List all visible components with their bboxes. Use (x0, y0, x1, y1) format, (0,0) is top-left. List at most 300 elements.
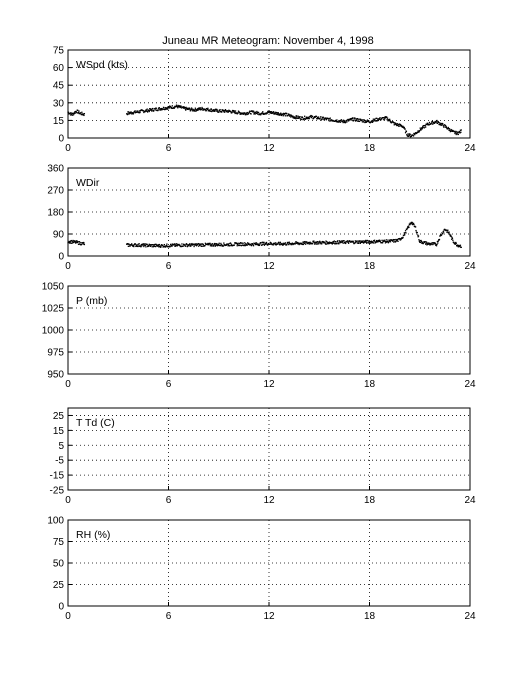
data-point (431, 122, 432, 123)
data-point (155, 246, 156, 247)
data-point (420, 127, 421, 128)
data-point (147, 244, 148, 245)
data-point (389, 120, 390, 121)
data-point (357, 118, 358, 119)
data-point (318, 116, 319, 117)
x-tick-label: 6 (165, 261, 172, 272)
data-point (273, 111, 274, 112)
data-point (167, 109, 168, 110)
data-point (418, 235, 419, 236)
data-point (280, 113, 281, 114)
data-point (185, 109, 186, 110)
x-tick-label: 24 (464, 611, 476, 622)
y-tick-label: 45 (52, 80, 64, 92)
data-point (76, 112, 77, 113)
data-point (242, 243, 243, 244)
data-point (179, 245, 180, 246)
data-point (337, 240, 338, 241)
data-point (221, 111, 222, 112)
data-point (129, 245, 130, 246)
data-point (219, 109, 220, 110)
data-point (448, 231, 449, 232)
x-tick-label: 12 (263, 495, 275, 506)
data-point (247, 244, 248, 245)
data-point (158, 245, 159, 246)
data-point (258, 112, 259, 113)
series-1 (67, 105, 462, 138)
data-point (362, 240, 363, 241)
data-point (152, 108, 153, 109)
data-point (455, 132, 456, 133)
data-point (405, 132, 406, 133)
y-tick-label: 270 (47, 185, 64, 197)
data-point (458, 134, 459, 135)
data-point (404, 128, 405, 129)
data-point (147, 108, 148, 109)
data-point (460, 245, 461, 246)
data-point (133, 113, 134, 114)
data-point (363, 121, 364, 122)
data-point (325, 242, 326, 243)
x-tick-label: 0 (65, 495, 71, 506)
data-point (334, 240, 335, 241)
x-tick-label: 24 (464, 143, 476, 154)
data-point (419, 130, 420, 131)
data-point (306, 241, 307, 242)
data-point (278, 112, 279, 113)
data-point (144, 245, 145, 246)
data-point (193, 246, 194, 247)
data-point (432, 244, 433, 245)
data-point (139, 243, 140, 244)
data-point (341, 119, 342, 120)
data-point (366, 243, 367, 244)
data-point (84, 244, 85, 245)
data-point (128, 111, 129, 112)
y-tick-label: 15 (52, 115, 64, 127)
data-point (248, 243, 249, 244)
data-point (381, 118, 382, 119)
data-point (136, 244, 137, 245)
data-point (235, 110, 236, 111)
data-point (425, 241, 426, 242)
data-point (313, 240, 314, 241)
data-point (189, 243, 190, 244)
x-tick-label: 18 (363, 261, 376, 272)
data-point (288, 244, 289, 245)
data-point (449, 128, 450, 129)
panel-label: WDir (76, 177, 100, 189)
data-point (187, 246, 188, 247)
data-point (216, 109, 217, 110)
data-point (259, 243, 260, 244)
data-point (450, 235, 451, 236)
data-point (456, 134, 457, 135)
data-point (223, 242, 224, 243)
data-point (183, 245, 184, 246)
data-point (151, 110, 152, 111)
data-point (143, 246, 144, 247)
data-point (77, 110, 78, 111)
y-tick-label: 75 (52, 537, 64, 548)
data-point (358, 119, 359, 120)
series-1 (67, 222, 462, 248)
data-point (234, 110, 235, 111)
data-point (72, 115, 73, 116)
x-tick-label: 0 (65, 261, 71, 272)
data-point (301, 119, 302, 120)
data-point (343, 120, 344, 121)
data-point (207, 243, 208, 244)
data-point (397, 241, 398, 242)
data-point (346, 121, 347, 122)
data-point (166, 243, 167, 244)
y-tick-label: -15 (49, 470, 64, 482)
data-point (320, 116, 321, 117)
data-point (312, 243, 313, 244)
data-point (378, 120, 379, 121)
data-point (439, 122, 440, 123)
data-point (336, 243, 337, 244)
data-point (189, 108, 190, 109)
data-point (139, 112, 140, 113)
data-point (136, 110, 137, 111)
data-point (326, 119, 327, 120)
x-tick-label: 18 (363, 611, 376, 622)
data-point (321, 243, 322, 244)
data-point (131, 112, 132, 113)
data-point (374, 118, 375, 119)
data-point (153, 110, 154, 111)
panel-label: P (mb) (76, 295, 108, 307)
data-point (425, 126, 426, 127)
data-point (452, 238, 453, 239)
data-point (405, 232, 406, 233)
data-point (228, 243, 229, 244)
data-point (436, 120, 437, 121)
data-point (374, 240, 375, 241)
data-point (230, 242, 231, 243)
data-point (202, 108, 203, 109)
y-tick-label: -25 (49, 485, 64, 497)
data-point (408, 225, 409, 226)
data-point (309, 118, 310, 119)
x-tick-label: 6 (165, 611, 172, 622)
data-point (424, 127, 425, 128)
data-point (177, 107, 178, 108)
data-point (238, 245, 239, 246)
data-point (399, 238, 400, 239)
data-point (152, 244, 153, 245)
data-point (386, 116, 387, 117)
data-point (285, 115, 286, 116)
panel-3 (42, 282, 476, 391)
data-point (203, 244, 204, 245)
data-point (78, 112, 79, 113)
data-point (381, 240, 382, 241)
data-point (314, 243, 315, 244)
data-point (280, 242, 281, 243)
x-tick-label: 24 (464, 379, 476, 390)
data-point (335, 241, 336, 242)
data-point (210, 110, 211, 111)
data-point (143, 243, 144, 244)
data-point (461, 129, 462, 130)
data-point (299, 116, 300, 117)
y-tick-label: 60 (52, 63, 64, 75)
data-point (316, 116, 317, 117)
data-point (165, 246, 166, 247)
data-point (354, 117, 355, 118)
data-point (432, 121, 433, 122)
x-tick-label: 24 (464, 261, 476, 272)
data-point (425, 125, 426, 126)
x-tick-label: 18 (363, 143, 376, 154)
data-point (436, 245, 437, 246)
data-point (406, 131, 407, 132)
data-point (408, 227, 409, 228)
data-point (172, 105, 173, 106)
data-point (73, 114, 74, 115)
data-point (320, 242, 321, 243)
x-tick-label: 12 (263, 611, 275, 622)
data-point (459, 131, 460, 132)
data-point (359, 240, 360, 241)
data-point (340, 122, 341, 123)
y-tick-label: 75 (52, 45, 64, 57)
data-point (210, 244, 211, 245)
data-point (129, 244, 130, 245)
y-tick-label: 180 (47, 207, 64, 219)
data-point (185, 108, 186, 109)
data-point (223, 245, 224, 246)
data-point (145, 245, 146, 246)
data-point (262, 112, 263, 113)
data-point (212, 243, 213, 244)
data-point (312, 116, 313, 117)
data-point (443, 125, 444, 126)
data-point (347, 240, 348, 241)
data-point (75, 113, 76, 114)
data-point (456, 243, 457, 244)
data-point (389, 119, 390, 120)
data-point (195, 108, 196, 109)
data-point (81, 244, 82, 245)
data-point (77, 241, 78, 242)
y-tick-label: -5 (55, 455, 64, 467)
x-tick-label: 6 (165, 495, 172, 506)
data-point (446, 126, 447, 127)
data-point (442, 233, 443, 234)
data-point (139, 110, 140, 111)
y-tick-label: 25 (52, 580, 64, 591)
y-tick-label: 0 (58, 133, 64, 145)
data-point (356, 240, 357, 241)
data-point (216, 110, 217, 111)
data-point (316, 243, 317, 244)
y-tick-label: 0 (58, 251, 64, 263)
data-point (149, 111, 150, 112)
data-point (82, 243, 83, 244)
x-tick-label: 18 (363, 495, 376, 506)
data-point (184, 107, 185, 108)
data-point (377, 241, 378, 242)
data-point (266, 242, 267, 243)
panel-1 (53, 46, 476, 155)
data-point (220, 243, 221, 244)
data-point (412, 222, 413, 223)
data-point (163, 107, 164, 108)
data-point (439, 239, 440, 240)
data-point (181, 243, 182, 244)
x-tick-label: 18 (363, 379, 376, 390)
x-tick-label: 6 (165, 143, 172, 154)
y-tick-label: 90 (52, 229, 64, 241)
data-point (213, 245, 214, 246)
data-point (279, 115, 280, 116)
data-point (404, 127, 405, 128)
x-tick-label: 12 (263, 261, 275, 272)
data-point (214, 243, 215, 244)
x-tick-label: 6 (165, 379, 172, 390)
data-point (422, 128, 423, 129)
data-point (386, 239, 387, 240)
data-point (237, 112, 238, 113)
data-point (387, 241, 388, 242)
data-point (148, 246, 149, 247)
data-point (204, 245, 205, 246)
data-point (214, 244, 215, 245)
data-point (348, 243, 349, 244)
data-point (128, 246, 129, 247)
data-point (322, 118, 323, 119)
panel-label: T Td (C) (76, 417, 115, 429)
data-point (359, 121, 360, 122)
data-point (190, 246, 191, 247)
data-point (319, 243, 320, 244)
data-point (253, 110, 254, 111)
data-point (413, 135, 414, 136)
data-point (435, 122, 436, 123)
data-point (404, 234, 405, 235)
data-point (418, 239, 419, 240)
data-point (295, 243, 296, 244)
data-point (343, 243, 344, 244)
y-tick-label: 975 (47, 347, 64, 359)
data-point (281, 115, 282, 116)
data-point (437, 123, 438, 124)
data-point (296, 116, 297, 117)
x-tick-label: 0 (65, 143, 71, 154)
panel-5 (47, 516, 476, 623)
data-point (159, 244, 160, 245)
data-point (413, 223, 414, 224)
data-point (437, 242, 438, 243)
data-point (196, 243, 197, 244)
data-point (370, 243, 371, 244)
data-point (237, 243, 238, 244)
data-point (278, 242, 279, 243)
data-point (80, 112, 81, 113)
data-point (84, 113, 85, 114)
y-tick-label: 50 (52, 558, 64, 570)
data-point (211, 245, 212, 246)
data-point (176, 105, 177, 106)
data-point (425, 243, 426, 244)
data-point (447, 230, 448, 231)
data-point (345, 243, 346, 244)
data-point (150, 246, 151, 247)
x-tick-label: 24 (464, 495, 476, 506)
y-tick-label: 15 (52, 425, 64, 437)
data-point (373, 242, 374, 243)
data-point (363, 242, 364, 243)
data-point (167, 107, 168, 108)
data-point (283, 115, 284, 116)
data-point (257, 113, 258, 114)
data-point (234, 244, 235, 245)
data-point (398, 126, 399, 127)
y-tick-label: 1025 (41, 303, 64, 315)
data-point (402, 237, 403, 238)
data-point (336, 119, 337, 120)
data-point (368, 120, 369, 121)
data-point (443, 232, 444, 233)
data-point (185, 245, 186, 246)
data-point (352, 117, 353, 118)
data-point (262, 111, 263, 112)
data-point (273, 244, 274, 245)
data-point (423, 127, 424, 128)
data-point (253, 245, 254, 246)
data-point (330, 117, 331, 118)
data-point (164, 244, 165, 245)
data-point (188, 245, 189, 246)
data-point (240, 245, 241, 246)
data-point (218, 112, 219, 113)
data-point (390, 241, 391, 242)
data-point (356, 120, 357, 121)
data-point (68, 112, 69, 113)
data-point (157, 110, 158, 111)
data-point (415, 226, 416, 227)
data-point (323, 117, 324, 118)
data-point (384, 118, 385, 119)
data-point (353, 120, 354, 121)
data-point (364, 120, 365, 121)
data-point (350, 119, 351, 120)
data-point (234, 112, 235, 113)
data-point (145, 246, 146, 247)
data-point (455, 131, 456, 132)
data-point (219, 243, 220, 244)
data-point (295, 118, 296, 119)
data-point (415, 230, 416, 231)
y-tick-label: 360 (47, 163, 64, 175)
y-tick-label: 0 (58, 601, 64, 613)
x-tick-label: 12 (263, 379, 275, 390)
data-point (263, 242, 264, 243)
data-point (78, 110, 79, 111)
data-point (180, 106, 181, 107)
data-point (260, 242, 261, 243)
data-point (305, 243, 306, 244)
data-point (409, 135, 410, 136)
data-point (314, 242, 315, 243)
data-point (275, 113, 276, 114)
data-point (224, 112, 225, 113)
data-point (394, 239, 395, 240)
